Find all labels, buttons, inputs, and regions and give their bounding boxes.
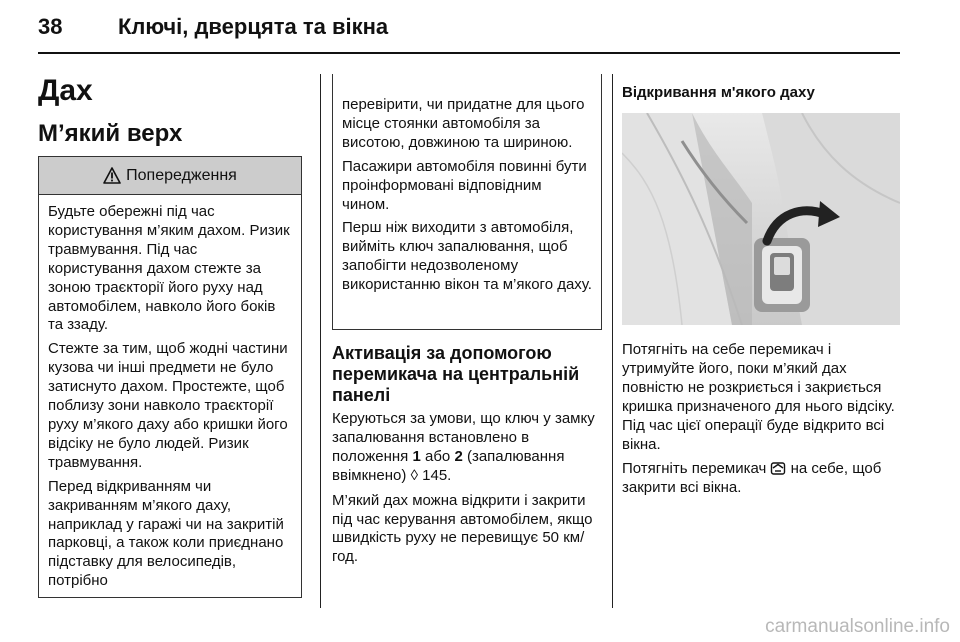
activation-body <box>332 410 602 567</box>
page-number: 38 <box>38 14 63 39</box>
warning-paragraph: перевірити, чи придатне для цього місце стоянки автомобіля за висотою, довжиною та шириною. <box>342 96 585 151</box>
warning-label: Попередження <box>126 166 237 184</box>
figure-title: Відкривання м'якого даху <box>622 84 815 101</box>
column-divider <box>612 74 613 608</box>
section-subtitle: М’який верх <box>38 120 183 147</box>
opening-body <box>622 341 900 498</box>
text-run: або <box>420 447 455 465</box>
activation-paragraph: М’який дах можна відкрити і закрити під час керування автомобілем, якщо швидкість руху не перевищує 50 км/год. <box>332 491 593 566</box>
window-switch-icon <box>770 460 786 476</box>
warning-paragraph: Будьте обережні під час користування м’яким дахом. Ризик травмування. Під час користування дахом стежте за зоною траєкторії його руху над автомобілем, навколо його боків та ззаду. <box>48 203 290 334</box>
header-rule <box>38 52 900 54</box>
warning-box-continued <box>332 74 602 330</box>
column-left <box>38 62 302 598</box>
warning-header <box>39 157 301 195</box>
warning-paragraph: Пасажири автомобіля повинні бути проінформовані відповідним чином. <box>342 157 587 213</box>
text-run: Потягніть перемикач <box>622 460 771 478</box>
page-reference-link[interactable]: ◊ 145. <box>410 466 452 484</box>
watermark: carmanualsonline.info <box>765 616 950 637</box>
warning-box <box>38 156 302 598</box>
activation-heading: Активація за допомогою перемикача на центральній панелі <box>332 343 580 405</box>
opening-paragraph: Потягніть на себе перемикач і утримуйте його, поки м’який дах повністю не розкриється і закриється кришка призначеного для нього відсіку. Під час цієї операції буде відкрито всі вікна. <box>622 341 895 453</box>
warning-triangle-icon <box>103 167 121 184</box>
column-divider <box>320 74 321 608</box>
column-middle <box>332 74 602 573</box>
text-run: (запалювання ввімкнено) <box>332 447 565 484</box>
position-number: 2 <box>454 447 463 465</box>
opening-paragraph <box>622 460 900 498</box>
position-number: 1 <box>412 447 421 465</box>
text-run: Керуються за умови, що ключ у замку запалювання встановлено в положення <box>332 410 595 465</box>
column-right <box>622 72 900 504</box>
activation-paragraph <box>332 410 602 486</box>
page-header-title: Ключі, дверцята та вікна <box>118 14 389 39</box>
warning-paragraph: Перш ніж виходити з автомобіля, вийміть ключ запалювання, щоб запобігти недозволеному використанню вікон та м’якого даху. <box>342 219 592 294</box>
warning-body <box>39 195 301 591</box>
warning-paragraph: Перед відкриванням чи закриванням м’якого даху, наприклад у гаражі чи на закритій парковці, а також коли приєднано підставку для велосипедів, потрібно <box>48 477 284 590</box>
warning-paragraph: Стежте за тим, щоб жодні частини кузова чи інші предмети не було затиснуто дахом. Простежте, щоб поблизу зони навколо траєкторії руху м’якого даху або кришки його відсіку не було людей. Ризик травмування. <box>48 340 288 471</box>
text-run: на себе, щоб закрити всі вікна. <box>622 460 882 497</box>
section-title: Дах <box>38 74 93 107</box>
roof-switch-illustration <box>622 113 900 325</box>
